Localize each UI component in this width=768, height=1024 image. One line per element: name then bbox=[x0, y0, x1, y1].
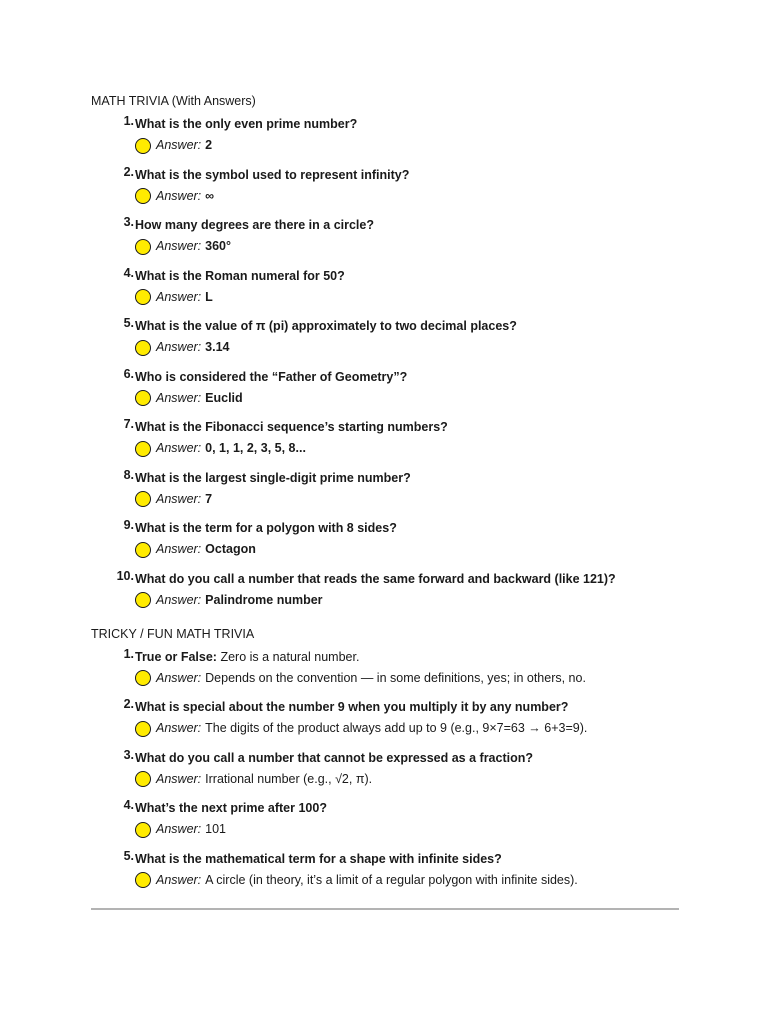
answer-text: ∞ bbox=[205, 188, 215, 203]
item-body bbox=[135, 569, 681, 611]
answer-label: Answer: bbox=[156, 491, 202, 506]
item-number: 2. bbox=[123, 697, 134, 711]
question-text: What is the symbol used to represent infinity? bbox=[135, 167, 410, 182]
tricky-trivia-list bbox=[91, 647, 681, 891]
item-body bbox=[135, 417, 681, 459]
item-body bbox=[135, 316, 681, 358]
answer-text: The digits of the product always add up to 9 (e.g., 9×7=63 → 6+3=9). bbox=[205, 721, 588, 735]
answer bbox=[135, 870, 681, 891]
yellow-circle-icon bbox=[135, 670, 151, 686]
answer-text: Depends on the convention — in some definitions, yes; in others, no. bbox=[205, 670, 586, 685]
question-text: What is the value of π (pi) approximately to two decimal places? bbox=[135, 319, 517, 333]
answer bbox=[135, 769, 681, 790]
answer bbox=[135, 590, 681, 611]
item-body bbox=[135, 165, 681, 207]
item-number: 10. bbox=[116, 568, 134, 583]
question bbox=[135, 748, 681, 769]
answer-text: Palindrome number bbox=[205, 592, 323, 607]
question-bold-text: What’s the next prime after 100? bbox=[135, 801, 327, 815]
answer bbox=[135, 819, 681, 840]
question-text: What is the Fibonacci sequence’s starting numbers? bbox=[135, 420, 448, 434]
answer-label: Answer: bbox=[156, 592, 202, 607]
question bbox=[135, 165, 681, 186]
answer-label: Answer: bbox=[156, 822, 202, 836]
item-body bbox=[135, 697, 681, 739]
item-body bbox=[135, 215, 681, 257]
answer-text: Irrational number (e.g., √2, π). bbox=[205, 771, 373, 786]
list-item bbox=[91, 697, 681, 739]
item-body bbox=[135, 367, 681, 409]
list-item bbox=[91, 215, 681, 257]
item-number: 1. bbox=[123, 114, 134, 128]
answer bbox=[135, 718, 681, 739]
answer bbox=[135, 236, 681, 257]
question bbox=[135, 849, 681, 870]
question-bold-text: True or False: bbox=[135, 649, 217, 664]
question bbox=[135, 316, 681, 337]
list-item bbox=[91, 518, 681, 560]
list-item bbox=[91, 849, 681, 891]
yellow-circle-icon bbox=[135, 872, 151, 888]
item-number: 5. bbox=[123, 848, 134, 863]
item-number: 7. bbox=[123, 417, 134, 431]
yellow-circle-icon bbox=[135, 441, 151, 457]
question-text: What is the Roman numeral for 50? bbox=[135, 268, 345, 283]
item-number: 5. bbox=[123, 316, 134, 330]
question-text: Who is considered the “Father of Geometry”? bbox=[135, 369, 408, 384]
item-number: 3. bbox=[123, 215, 134, 229]
list-item bbox=[91, 798, 681, 840]
answer-text: A circle (in theory, it’s a limit of a regular polygon with infinite sides). bbox=[205, 872, 578, 887]
item-number: 4. bbox=[123, 798, 134, 812]
answer-text: 0, 1, 1, 2, 3, 5, 8... bbox=[205, 441, 306, 455]
yellow-circle-icon bbox=[135, 771, 151, 787]
answer-text: 3.14 bbox=[205, 340, 230, 354]
answer bbox=[135, 489, 681, 510]
section-title-math-trivia: MATH TRIVIA (With Answers) bbox=[91, 94, 256, 108]
answer-label: Answer: bbox=[156, 542, 202, 556]
item-number: 4. bbox=[123, 265, 134, 280]
answer-text: 101 bbox=[205, 822, 227, 836]
list-item bbox=[91, 748, 681, 790]
item-number: 3. bbox=[123, 747, 134, 762]
list-item bbox=[91, 647, 681, 689]
answer bbox=[135, 287, 681, 308]
answer-text: Octagon bbox=[205, 542, 256, 556]
list-item bbox=[91, 367, 681, 409]
yellow-circle-icon bbox=[135, 491, 151, 507]
item-body bbox=[135, 114, 681, 156]
list-item bbox=[91, 114, 681, 156]
answer bbox=[135, 539, 681, 560]
answer bbox=[135, 337, 681, 358]
item-body bbox=[135, 647, 681, 689]
yellow-circle-icon bbox=[135, 592, 151, 608]
answer-text: 360° bbox=[205, 239, 232, 253]
answer-text: 2 bbox=[205, 138, 213, 152]
question bbox=[135, 367, 681, 388]
answer-label: Answer: bbox=[156, 289, 202, 304]
question bbox=[135, 215, 681, 236]
answer bbox=[135, 135, 681, 156]
list-item bbox=[91, 316, 681, 358]
question bbox=[135, 468, 681, 489]
answer bbox=[135, 668, 681, 689]
item-number: 1. bbox=[123, 646, 134, 661]
answer-label: Answer: bbox=[156, 390, 202, 405]
answer-text: Euclid bbox=[205, 390, 243, 405]
trivia-document bbox=[91, 88, 681, 899]
question-text: How many degrees are there in a circle? bbox=[135, 218, 374, 232]
list-item bbox=[91, 417, 681, 459]
question-text: What do you call a number that reads the same forward and backward (like 121)? bbox=[135, 571, 616, 586]
answer-text: 7 bbox=[205, 491, 213, 506]
answer-label: Answer: bbox=[156, 721, 202, 735]
question-bold-text: What is special about the number 9 when you multiply it by any number? bbox=[135, 700, 569, 714]
answer bbox=[135, 388, 681, 409]
question bbox=[135, 417, 681, 438]
yellow-circle-icon bbox=[135, 721, 151, 737]
item-body bbox=[135, 266, 681, 308]
list-item bbox=[91, 468, 681, 510]
yellow-circle-icon bbox=[135, 188, 151, 204]
math-trivia-list bbox=[91, 114, 681, 611]
question-text: Zero is a natural number. bbox=[220, 649, 360, 664]
bottom-divider bbox=[91, 908, 679, 910]
item-body bbox=[135, 849, 681, 891]
yellow-circle-icon bbox=[135, 289, 151, 305]
item-number: 9. bbox=[123, 518, 134, 532]
item-number: 2. bbox=[123, 164, 134, 179]
answer bbox=[135, 186, 681, 207]
answer bbox=[135, 438, 681, 459]
item-number: 6. bbox=[123, 366, 134, 381]
answer-text: L bbox=[205, 289, 213, 304]
question bbox=[135, 518, 681, 539]
item-body bbox=[135, 518, 681, 560]
yellow-circle-icon bbox=[135, 340, 151, 356]
answer-label: Answer: bbox=[156, 239, 202, 253]
answer-label: Answer: bbox=[156, 188, 202, 203]
answer-label: Answer: bbox=[156, 771, 202, 786]
list-item bbox=[91, 266, 681, 308]
item-body bbox=[135, 748, 681, 790]
question-bold-text: What is the mathematical term for a shape with infinite sides? bbox=[135, 851, 502, 866]
item-body bbox=[135, 468, 681, 510]
list-item bbox=[91, 165, 681, 207]
answer-label: Answer: bbox=[156, 670, 202, 685]
question bbox=[135, 697, 681, 718]
question bbox=[135, 647, 681, 668]
question bbox=[135, 569, 681, 590]
answer-label: Answer: bbox=[156, 872, 202, 887]
yellow-circle-icon bbox=[135, 390, 151, 406]
yellow-circle-icon bbox=[135, 542, 151, 558]
question-text: What is the largest single-digit prime number? bbox=[135, 470, 411, 485]
answer-label: Answer: bbox=[156, 138, 202, 152]
item-number: 8. bbox=[123, 467, 134, 482]
answer-label: Answer: bbox=[156, 340, 202, 354]
list-item bbox=[91, 569, 681, 611]
item-body bbox=[135, 798, 681, 840]
answer-label: Answer: bbox=[156, 441, 202, 455]
question-text: What is the only even prime number? bbox=[135, 117, 358, 131]
question-text: What is the term for a polygon with 8 sides? bbox=[135, 521, 397, 535]
section-title-tricky-trivia: TRICKY / FUN MATH TRIVIA bbox=[91, 626, 255, 641]
question bbox=[135, 266, 681, 287]
question-bold-text: What do you call a number that cannot be expressed as a fraction? bbox=[135, 750, 534, 765]
question bbox=[135, 114, 681, 135]
yellow-circle-icon bbox=[135, 822, 151, 838]
yellow-circle-icon bbox=[135, 138, 151, 154]
question bbox=[135, 798, 681, 819]
yellow-circle-icon bbox=[135, 239, 151, 255]
